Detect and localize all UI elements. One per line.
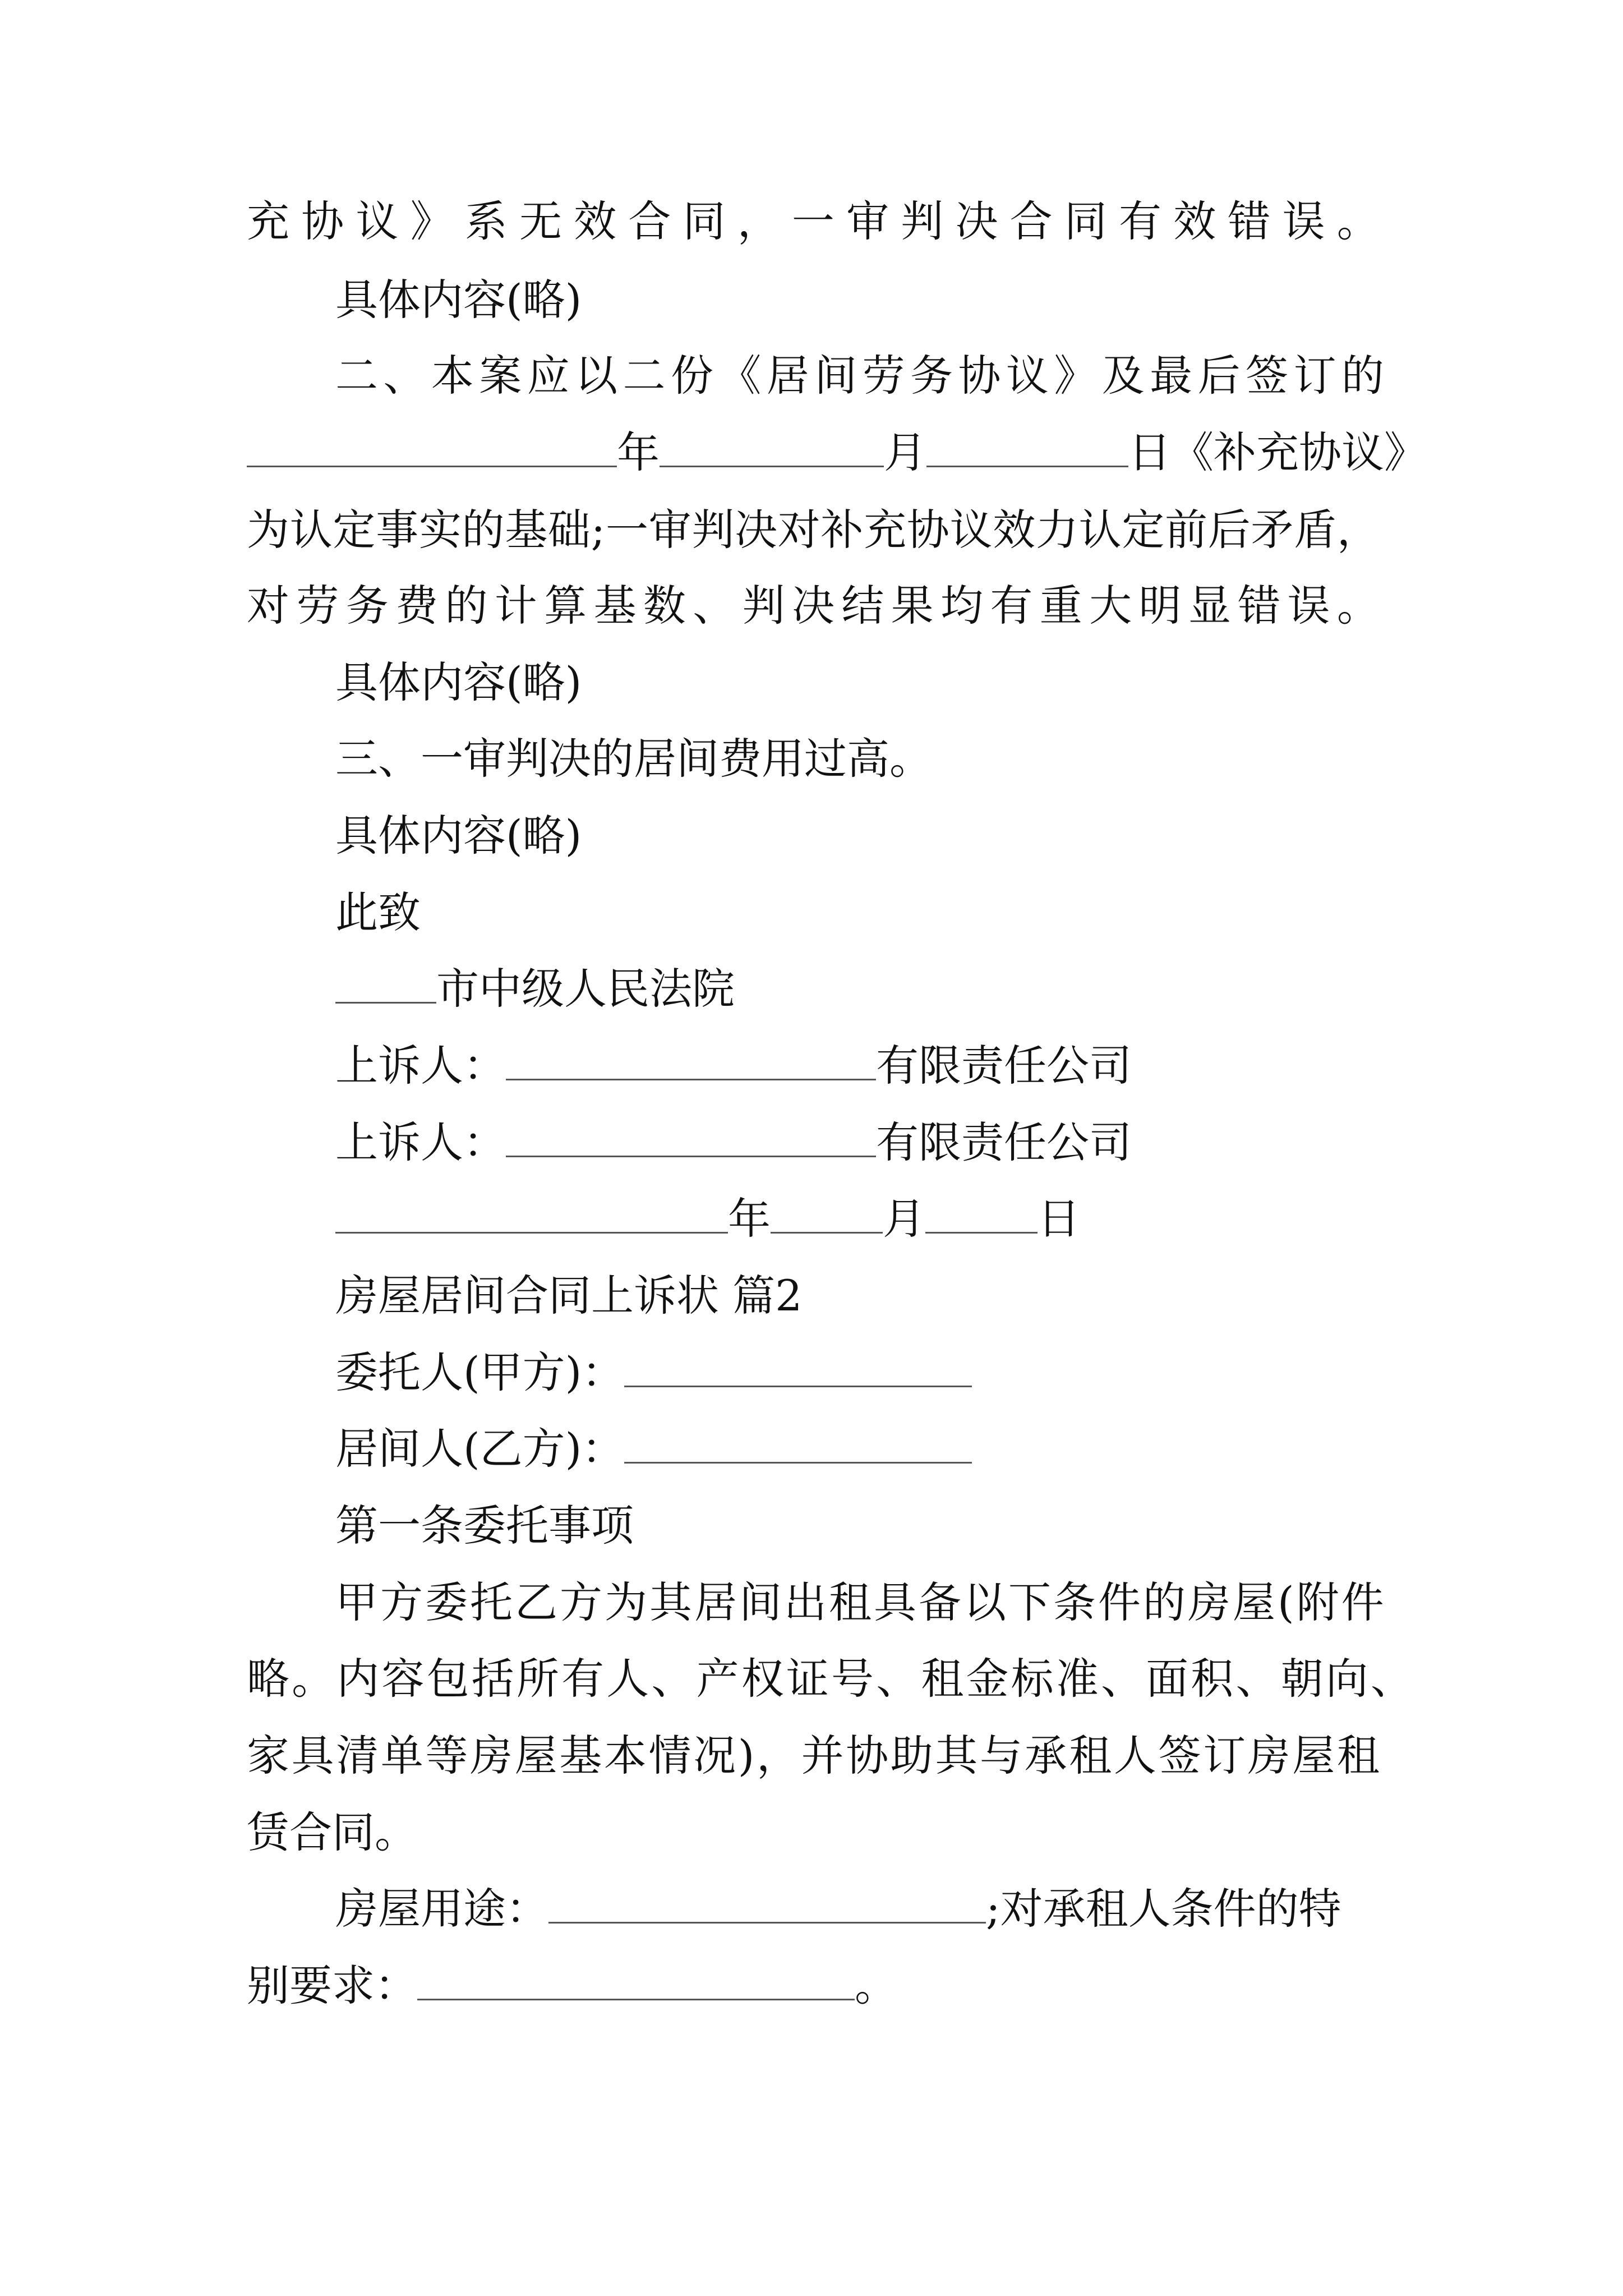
month-label: 月 bbox=[884, 427, 926, 477]
date-line bbox=[335, 1191, 1080, 1247]
appellant-line bbox=[335, 1038, 1132, 1094]
blank-field bbox=[417, 1959, 855, 2000]
year-label: 年 bbox=[728, 1194, 771, 1244]
blank-field bbox=[247, 426, 617, 467]
court-line bbox=[335, 961, 735, 1017]
paragraph-line: 甲 方 委 托 乙 方 为 其 居 间 出 租 具 备 以 下 条 件 的 房 屋 ( 附 件 bbox=[335, 1577, 1384, 1627]
text: 房屋居间合同上诉状 篇2 bbox=[335, 1271, 803, 1320]
label: 委托人(甲方)： bbox=[335, 1347, 625, 1397]
clause-title bbox=[335, 1498, 634, 1554]
label: 房屋用途： bbox=[335, 1884, 548, 1934]
blank-field bbox=[925, 1193, 1038, 1234]
text: 具体内容(略) bbox=[335, 657, 582, 707]
text: 具体内容(略) bbox=[335, 811, 582, 861]
requirement-line bbox=[247, 1958, 897, 2014]
text: 市中级人民法院 bbox=[436, 964, 735, 1014]
paragraph-line bbox=[335, 731, 932, 787]
paragraph-line: 为 认 定 事 实 的 基 础 ; 一 审 判 决 对 补 充 协 议 效 力 认 定 前 后 矛 盾 ， bbox=[247, 505, 1380, 555]
paragraph-line: 略 。 内 容 包 括 所 有 人 、 产 权 证 号 、 租 金 标 准 、 面 积 、 朝 向 、 bbox=[247, 1654, 1413, 1704]
party-line bbox=[335, 1421, 972, 1477]
label: 上诉人： bbox=[335, 1117, 506, 1167]
date-line bbox=[247, 425, 1427, 481]
text: 有限责任公司 bbox=[876, 1117, 1132, 1167]
paragraph-line: 充 协 议 》 系 无 效 合 同 ， 一 审 判 决 合 同 有 效 错 误 。 bbox=[247, 196, 1380, 246]
blank-field bbox=[506, 1116, 876, 1157]
text: 具体内容(略) bbox=[335, 275, 582, 325]
party-line bbox=[335, 1345, 972, 1401]
text: 三、一审判决的居间费用过高。 bbox=[335, 734, 932, 784]
paragraph-line: 二 、 本 案 应 以 二 份 《 居 间 劳 务 协 议 》 及 最 后 签 订 的 bbox=[335, 351, 1384, 401]
text: 有限责任公司 bbox=[876, 1041, 1132, 1091]
blank-field bbox=[926, 426, 1128, 467]
blank-field bbox=[335, 1193, 728, 1234]
blank-field bbox=[660, 426, 884, 467]
label: 上诉人： bbox=[335, 1041, 506, 1091]
section-title bbox=[335, 1268, 803, 1324]
blank-field bbox=[771, 1193, 883, 1234]
text: 第一条委托事项 bbox=[335, 1501, 634, 1550]
appellant-line bbox=[335, 1115, 1132, 1171]
blank-field bbox=[335, 963, 436, 1004]
blank-field bbox=[506, 1039, 876, 1080]
paragraph-line bbox=[247, 1805, 417, 1861]
year-label: 年 bbox=[617, 427, 660, 477]
paragraph-line: 家 具 清 单 等 房 屋 基 本 情 况 ) ， 并 协 助 其 与 承 租 人 签 订 房 屋 租 bbox=[247, 1731, 1380, 1780]
blank-field bbox=[548, 1883, 986, 1924]
paragraph-line bbox=[335, 808, 582, 864]
salutation bbox=[335, 885, 421, 941]
text: 。 bbox=[855, 1961, 897, 2010]
text: 日《补充协议》 bbox=[1128, 427, 1427, 477]
paragraph-line bbox=[335, 655, 582, 711]
blank-field bbox=[624, 1346, 972, 1387]
month-label: 月 bbox=[883, 1194, 925, 1244]
label: 别要求： bbox=[247, 1961, 417, 2010]
usage-line bbox=[335, 1881, 1341, 1937]
text: 此致 bbox=[335, 887, 421, 937]
text: 赁合同。 bbox=[247, 1807, 417, 1857]
paragraph-line bbox=[335, 272, 582, 328]
text: ;对承租人条件的特 bbox=[986, 1884, 1341, 1934]
blank-field bbox=[624, 1423, 972, 1464]
day-label: 日 bbox=[1038, 1194, 1080, 1244]
paragraph-line: 对 劳 务 费 的 计 算 基 数 、 判 决 结 果 均 有 重 大 明 显 错 误 。 bbox=[247, 581, 1380, 631]
label: 居间人(乙方)： bbox=[335, 1424, 625, 1474]
